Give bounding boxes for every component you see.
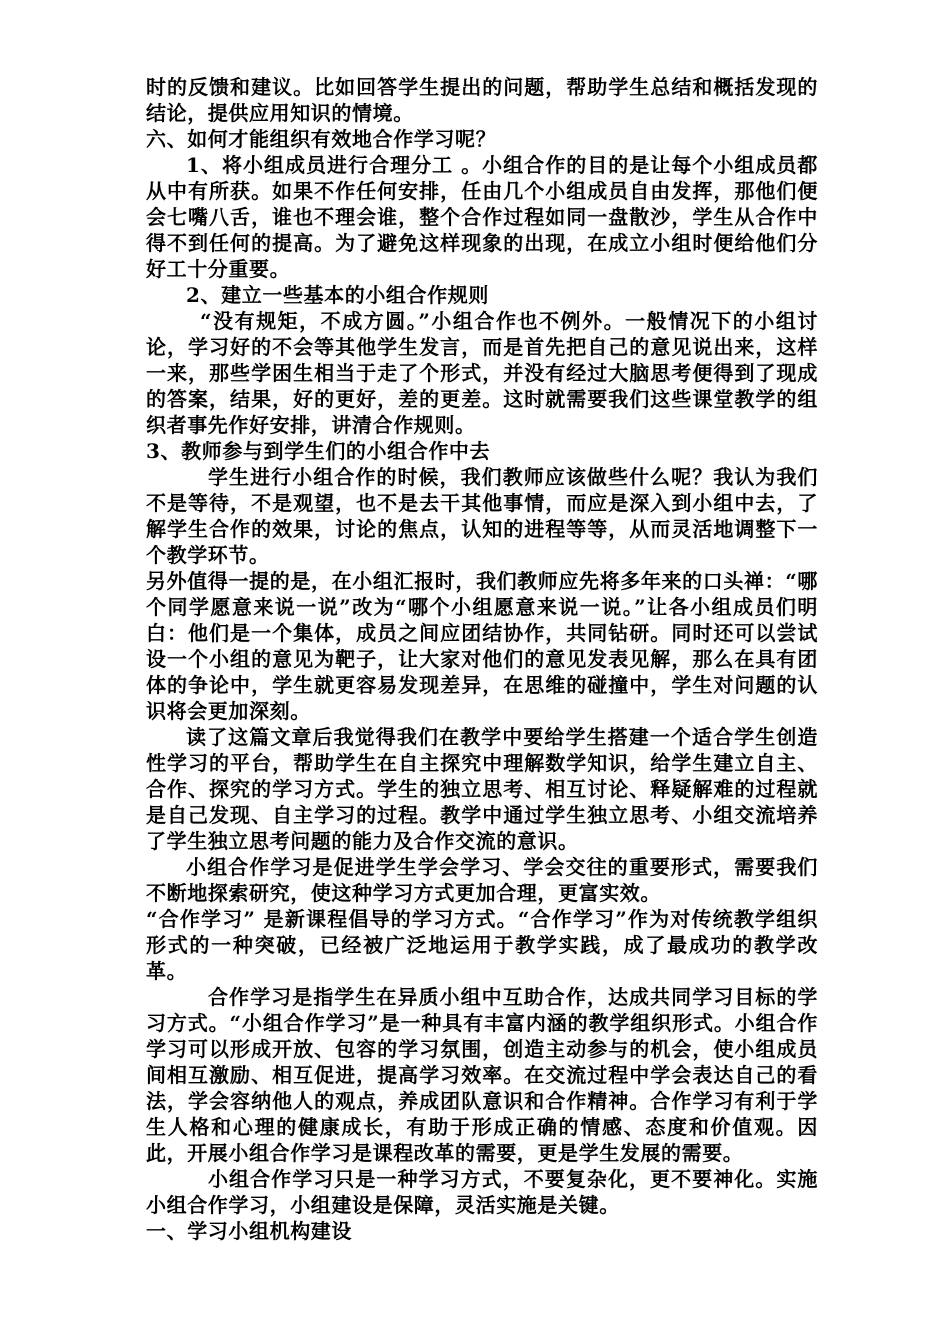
paragraph-cooperative-definition: 合作学习是指学生在异质小组中互助合作，达成共同学习目标的学习方式。“小组合作学习”是一种具有丰富内涵的教学组织形式。小组合作学习可以形成开放、包容的学习氛围，创造主动参与的机会，使小组成员间相互激励、相互促进，提高学习效率。在交流过程中学会表达自己的看法，学会容纳他人的观点，养成团队意识和合作精神。合作学习有利于学生人格和心理的健康成长，有助于形成正确的情感、态度和价值观。因此，开展小组合作学习是课程改革的需要，更是学生发展的需要。 [146, 985, 818, 1165]
paragraph-reflection: 读了这篇文章后我觉得我们在教学中要给学生搭建一个适合学生创造性学习的平台，帮助学生在自主探究中理解数学知识，给学生建立自主、合作、探究的学习方式。学生的独立思考、相互讨论、释疑解难的过程就是自己发现、自主学习的过程。教学中通过学生独立思考、小组交流培养了学生独立思考问题的能力及合作交流的意识。 [146, 725, 818, 853]
paragraph-rules: “没有规矩，不成方圆。”小组合作也不例外。一般情况下的小组讨论，学习好的不会等其他学生发言，而是首先把自己的意见说出来，这样一来，那些学困生相当于走了个形式，并没有经过大脑思考便得到了现成的答案，结果，好的更好，差的更差。这时就需要我们这些课堂教学的组织者事先作好安排，讲清合作规则。 [146, 309, 818, 437]
heading-section-six: 六、如何才能组织有效地合作学习呢？ [146, 127, 497, 151]
heading-group-structure: 一、学习小组机构建设 [146, 1219, 352, 1243]
paragraph-group-building: 小组合作学习只是一种学习方式，不要复杂化，更不要神化。实施小组合作学习，小组建设是保障，灵活实施是关键。 [146, 1167, 818, 1217]
document-page [146, 74, 818, 1244]
heading-teacher-participation: 3、教师参与到学生们的小组合作中去 [146, 439, 491, 463]
paragraph-teacher-participation: 学生进行小组合作的时候，我们教师应该做些什么呢？我认为我们不是等待，不是观望，也不是去干其他事情，而应是深入到小组中去，了解学生合作的效果，讨论的焦点，认知的进程等等，从而灵活地调整下一个教学环节。 [146, 465, 818, 567]
paragraph-division-of-labor: 1、将小组成员进行合理分工 。小组合作的目的是让每个小组成员都从中有所获。如果不作任何安排，任由几个小组成员自由发挥，那他们便会七嘴八舌，谁也不理会谁，整个合作过程如同一盘散沙，学生从合作中得不到任何的提高。为了避免这样现象的出现，在成立小组时便给他们分好工十分重要。 [146, 153, 818, 281]
paragraph-group-report: 另外值得一提的是，在小组汇报时，我们教师应先将多年来的口头禅：“哪个同学愿意来说一说”改为“哪个小组愿意来说一说。”让各小组成员们明白：他们是一个集体，成员之间应团结协作，共同钻研。同时还可以尝试设一个小组的意见为靶子，让大家对他们的意见发表见解，那么在具有团体的争论中，学生就更容易发现差异，在思维的碰撞中，学生对问题的认识将会更加深刻。 [146, 569, 818, 723]
paragraph-cooperative-learning: “合作学习” 是新课程倡导的学习方式。“合作学习”作为对传统教学组织形式的一种突破，已经被广泛地运用于教学实践，成了最成功的教学改革。 [146, 907, 818, 983]
heading-rules: 2、建立一些基本的小组合作规则 [186, 283, 489, 307]
paragraph-group-learning-form: 小组合作学习是促进学生学会学习、学会交往的重要形式，需要我们不断地探索研究，使这种学习方式更加合理，更富实效。 [146, 855, 818, 905]
paragraph-feedback: 时的反馈和建议。比如回答学生提出的问题，帮助学生总结和概括发现的结论，提供应用知识的情境。 [146, 75, 818, 125]
